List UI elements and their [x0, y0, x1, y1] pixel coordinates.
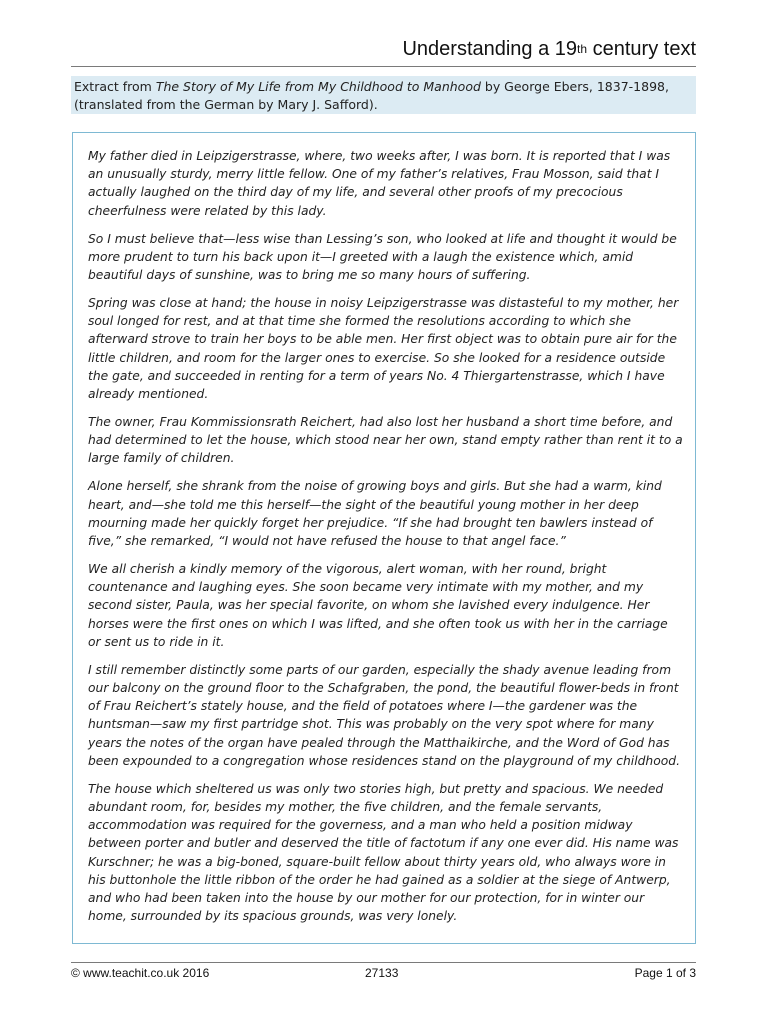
extract-paragraph-1: My father died in Leipzigerstrasse, where, two weeks after, I was born. It is reported that I was an unusually sturdy, merry little fellow. One of my father’s relatives, Frau Mosson, said that I actually laughed on the third day of my life, and several other proofs of my precocious cheerfulness were related by this lady.: [88, 149, 671, 218]
extract-paragraph-4: The owner, Frau Kommissionsrath Reichert, had also lost her husband a short time before, and had determined to let the house, which stood near her own, stand empty rather than rent it to a large family of children.: [88, 415, 683, 466]
extract-paragraph-6: We all cherish a kindly memory of the vigorous, alert woman, with her round, bright countenance and laughing eyes. She soon became very intimate with my mother, and my second sister, Paula, was her special favorite, on whom she lavished every indulgence. Her horses were the first ones on which I was lifted, and she often took us with her in the carriage or sent us to ride in it.: [88, 562, 668, 649]
header-divider: [71, 66, 696, 67]
source-translator: (translated from the German by Mary J. Safford).: [74, 96, 378, 112]
extract-paragraph-2: So I must believe that—less wise than Lessing’s son, who looked at life and thought it would be more prudent to turn his back upon it—I greeted with a laugh the existence which, amid beautiful days of sunshine, was to bring me so many hours of suffering.: [88, 231, 677, 283]
extract-paragraph-8: The house which sheltered us was only two stories high, but pretty and spacious. We needed abundant room, for, besides my mother, the five children, and the female servants, accommodation was required for the governess, and a man who held a position midway between porter and butler and deserved the title of factotum if any one ever did. His name was Kurschner; he was a big-boned, square-built fellow about thirty years old, who always wore in his buttonhole the little ribbon of the order he had gained as a soldier at the siege of Antwerp, and who had been taken into the house by our mother for our protection, for in winter our home, surrounded by its spacious grounds, was very lonely.: [88, 781, 679, 924]
page-title-main: Understanding a 19: [402, 38, 578, 60]
source-prefix: Extract from: [74, 79, 156, 94]
extract-paragraph-3: Spring was close at hand; the house in noisy Leipzigerstrasse was distasteful to my mother, her soul longed for rest, and at that time she formed the resolutions according to which she afterward strove to train her boys to be able men. Her first object was to obtain pure air for the little children, and room for the larger ones to exercise. So she looked for a residence outside the gate, and succeeded in renting for a term of years No. 4 Thiergartenstrasse, which I have already mentioned.: [88, 296, 679, 402]
extract-paragraph-5: Alone herself, she shrank from the noise of growing boys and girls. But she had a warm, kind heart, and—she told me this herself—the sight of the beautiful young mother in her deep mourning made her quickly forget her prejudice. “If she had brought ten bawlers instead of five,” she remarked, “I would not have refused the house to that angel face.”: [88, 479, 662, 549]
footer-divider: [71, 962, 696, 963]
page-title: [402, 38, 696, 61]
page-title-tail: century text: [587, 38, 696, 60]
source-book-title: The Story of My Life from My Childhood to Manhood: [155, 79, 481, 94]
source-author: by George Ebers, 1837-1898,: [480, 79, 669, 94]
footer-copyright: © www.teachit.co.uk 2016: [71, 966, 210, 980]
footer-page-number: Page 1 of 3: [634, 966, 696, 980]
extract-source-box: [71, 76, 696, 114]
extract-paragraph-7: I still remember distinctly some parts of our garden, especially the shady avenue leading from our balcony on the ground floor to the Schafgraben, the pond, the beautiful flower-beds in front of Frau Reichert’s stately house, and the field of potatoes where I—the gardener was the huntsman—saw my first partridge shot. This was probably on the very spot where for many years the notes of the organ have pealed through the Matthaikirche, and the Word of God has been expounded to a congregation whose residences stand on the playground of my childhood.: [88, 662, 680, 768]
extract-text-box: [72, 132, 696, 944]
footer-resource-code: 27133: [365, 966, 399, 980]
page-title-superscript: th: [577, 42, 588, 56]
page-header: [71, 34, 696, 64]
